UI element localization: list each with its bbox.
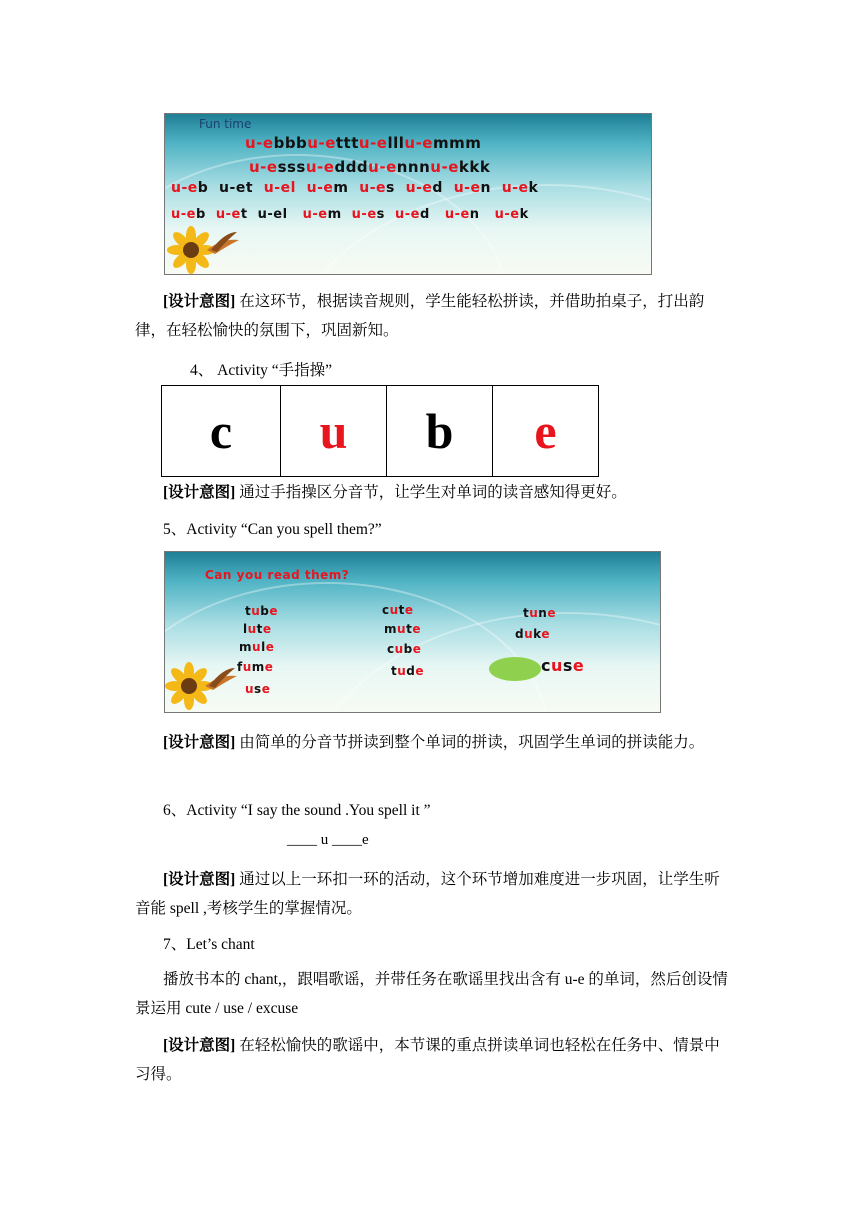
letter-segment: u [550, 656, 563, 675]
letter-segment: e [404, 603, 414, 617]
letter-segment: u-e [490, 180, 529, 196]
slide-title: Can you read them? [205, 568, 350, 582]
design-intent-label: [设计意图] [163, 1037, 236, 1054]
letter-segment: lll [387, 134, 405, 152]
letter-segment: u [524, 627, 534, 641]
paragraph-text: 通过手指操区分音节，让学生对单词的读音感知得更好。 [235, 484, 627, 501]
letter-segment: t [398, 603, 405, 617]
letter-segment: b [195, 207, 206, 222]
letter-segment: u-e [245, 134, 274, 152]
letter-segment: u-e [287, 207, 328, 222]
letter-segment: u [245, 682, 255, 696]
letter-segment: e [262, 622, 272, 636]
letter-segment: t [391, 664, 398, 678]
letter-segment: u-e [253, 180, 291, 196]
design-intent-paragraph [135, 1031, 730, 1089]
phonics-row-3 [171, 180, 538, 196]
phonics-row-1 [245, 134, 481, 152]
letter-segment: ddd [334, 158, 369, 176]
letter-segment: t [523, 606, 530, 620]
letter-segment: ttt [335, 134, 359, 152]
design-intent-paragraph [135, 728, 730, 757]
letter-segment: m [239, 640, 253, 654]
letter-segment: e [415, 664, 425, 678]
design-intent-paragraph [135, 478, 730, 507]
letter-segment: d [419, 207, 430, 222]
letter-segment: m [327, 207, 342, 222]
letter-segment: n [538, 606, 548, 620]
chant-paragraph [135, 965, 730, 1023]
letter-segment: u-e [368, 158, 397, 176]
letter-segment: k [519, 207, 529, 222]
letter-segment: u-e [341, 207, 377, 222]
letter-segment: e [261, 682, 271, 696]
letter-segment: u [389, 603, 399, 617]
letter-segment: u-e [247, 207, 283, 222]
letter-segment: l [261, 640, 266, 654]
letter-segment: u [242, 660, 252, 674]
word [382, 603, 414, 617]
letter-segment: u-e [404, 134, 433, 152]
sunflower-icon [165, 656, 245, 712]
letter-segment: s [254, 682, 262, 696]
letter-cell: c [162, 386, 281, 477]
design-intent-label: [设计意图] [163, 484, 236, 501]
letter-segment: s [386, 180, 395, 196]
section-heading-6: 6、Activity “I say the sound .You spell it ” [163, 802, 431, 819]
letter-segment: t [256, 622, 263, 636]
read-them-slide [164, 551, 661, 713]
letter-segment: t [245, 604, 252, 618]
letter-segment: kkk [458, 158, 491, 176]
letter-segment: u-e [305, 158, 335, 176]
letter-segment: e [264, 660, 274, 674]
section-heading-5: 5、Activity “Can you spell them?” [163, 521, 382, 538]
letter-segment: c [382, 603, 390, 617]
letter-segment: e [265, 640, 275, 654]
letter-segment: b [197, 180, 209, 196]
letter-segment: m [333, 180, 349, 196]
paragraph-text: 播放书本的 chant,，跟唱歌谣，并带任务在歌谣里找出含有 u-e 的单词，然后创设情景运用 cute / use / excuse [135, 971, 728, 1017]
letter-segment: e [541, 627, 550, 641]
letter-segment: t [406, 622, 413, 636]
word [243, 622, 272, 636]
word [515, 627, 550, 641]
letter-segment: u [247, 622, 257, 636]
letter-segment: d [406, 664, 416, 678]
letter-segment: u-e [358, 134, 388, 152]
letter-table [161, 385, 599, 477]
green-oval [489, 657, 541, 681]
letter-cell: u [281, 386, 387, 477]
letter-segment: u-e [171, 207, 196, 222]
design-intent-label: [设计意图] [163, 293, 236, 310]
letter-segment: u-e [394, 180, 433, 196]
letter-segment: c [387, 642, 395, 656]
design-intent-paragraph [135, 865, 730, 923]
letter-segment: u-e [430, 158, 459, 176]
letter-segment: d [432, 180, 443, 196]
letter-segment: t [240, 207, 248, 222]
letter-segment: s [376, 207, 385, 222]
design-intent-paragraph [135, 287, 730, 345]
letter-segment: u-e [295, 180, 334, 196]
slide-title: Fun time [199, 117, 252, 131]
section-heading-4: 4、 Activity “手指操” [190, 362, 333, 379]
letter-segment: u-e [429, 207, 470, 222]
letter-segment: u [394, 642, 404, 656]
letter-segment: m [251, 660, 265, 674]
letter-segment: s [562, 656, 573, 675]
letter-cell: b [387, 386, 493, 477]
letter-segment: u [252, 640, 262, 654]
word [387, 642, 421, 656]
letter-segment: k [528, 180, 539, 196]
letter-segment: b [403, 642, 413, 656]
word [523, 606, 556, 620]
letter-segment: m [384, 622, 398, 636]
word [245, 604, 278, 618]
paragraph-text: 在轻松愉快的歌谣中，本节课的重点拼读单词也轻松在任务中、情景中习得。 [135, 1037, 720, 1083]
letter-segment: u-e [205, 207, 241, 222]
letter-segment: u [251, 604, 261, 618]
letter-segment: f [237, 660, 243, 674]
letter-segment: sss [277, 158, 306, 176]
paragraph-text: 通过以上一环扣一环的活动，这个环节增加难度进一步巩固，让学生听音能 spell ,考核学生的掌握情况。 [135, 871, 720, 917]
letter-segment: u-e [348, 180, 387, 196]
letter-segment: u-e [171, 180, 198, 196]
sunflower-icon [167, 220, 247, 275]
letter-segment: u [529, 606, 539, 620]
paragraph-text: 在这环节，根据读音规则，学生能轻松拼读，并借助拍桌子，打出韵律，在轻松愉快的氛围下，巩固新知。 [135, 293, 705, 339]
letter-segment: n [469, 207, 480, 222]
word [391, 664, 424, 678]
letter-segment: u [397, 622, 407, 636]
design-intent-label: [设计意图] [163, 734, 236, 751]
design-intent-label: [设计意图] [163, 871, 236, 888]
letter-segment: l [290, 180, 296, 196]
letter-segment: e [412, 622, 421, 636]
letter-segment: bbb [273, 134, 308, 152]
word [239, 640, 274, 654]
letter-cell: e [493, 386, 599, 477]
letter-segment: u-e [208, 180, 246, 196]
letter-segment: c [541, 656, 551, 675]
letter-segment: k [533, 627, 542, 641]
letter-segment: b [260, 604, 270, 618]
letter-segment: n [480, 180, 491, 196]
letter-segment: e [547, 606, 556, 620]
paragraph-text: 由简单的分音节拼读到整个单词的拼读，巩固学生单词的拼读能力。 [235, 734, 705, 751]
letter-segment: d [515, 627, 525, 641]
letter-segment: l [282, 207, 288, 222]
letter-segment: u-e [307, 134, 336, 152]
phonics-row-2 [249, 158, 490, 176]
letter-segment: u [397, 664, 407, 678]
letter-segment: e [269, 604, 279, 618]
fun-time-slide [164, 113, 652, 275]
word [384, 622, 421, 636]
letter-segment: e [572, 656, 585, 675]
word [541, 656, 584, 675]
letter-segment: u-e [249, 158, 278, 176]
letter-segment: t [245, 180, 254, 196]
word [245, 682, 270, 696]
letter-segment: u-e [479, 207, 520, 222]
letter-segment: nnn [396, 158, 431, 176]
letter-segment: mmm [432, 134, 482, 152]
letter-segment: u-e [442, 180, 481, 196]
blank-line: ____ u ____e [287, 832, 369, 848]
letter-segment: u-e [384, 207, 420, 222]
letter-segment: e [412, 642, 422, 656]
letter-segment: l [243, 622, 248, 636]
section-heading-7: 7、Let’s chant [163, 936, 255, 953]
